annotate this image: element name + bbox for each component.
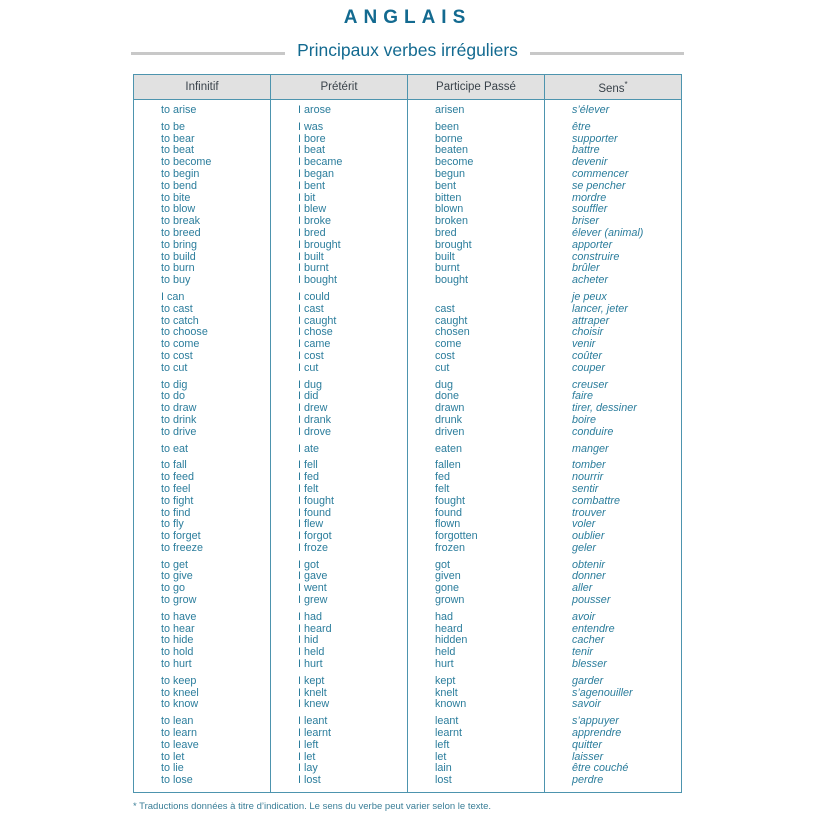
infinitive-cell: to dig	[161, 378, 188, 391]
preterite-cell: I began	[271, 169, 408, 181]
verb-row	[134, 216, 682, 228]
infinitive-cell: to do	[161, 391, 186, 403]
infinitive-cell: to bend	[161, 180, 198, 192]
preterite-cell: I was	[271, 117, 408, 134]
preterite-cell: I bred	[271, 228, 408, 240]
past-participle-cell: felt	[408, 484, 545, 496]
meaning-cell: obtenir	[545, 555, 682, 572]
meaning-cell: tenir	[545, 647, 682, 659]
infinitive-cell: to lean	[161, 715, 194, 728]
infinitive-cell: to fall	[161, 459, 187, 472]
verb-row	[134, 263, 682, 275]
verb-row	[134, 316, 682, 328]
infinitive-cell: to break	[161, 216, 201, 228]
infinitive-cell: to feel	[161, 483, 191, 495]
preterite-cell: I found	[271, 508, 408, 520]
verb-row	[134, 583, 682, 595]
infinitive-cell: I can	[161, 290, 185, 303]
past-participle-cell: fought	[408, 496, 545, 508]
infinitive-cell: to give	[161, 571, 193, 583]
column-header-participe-passe: Participe Passé	[408, 75, 545, 100]
meaning-cell: couper	[545, 363, 682, 375]
infinitive-cell: to beat	[161, 145, 195, 157]
verb-group-5	[134, 439, 682, 456]
meaning-cell: s’appuyer	[545, 711, 682, 728]
preterite-cell: I hurt	[271, 659, 408, 671]
preterite-cell: I arose	[271, 100, 408, 117]
verb-row	[134, 571, 682, 583]
infinitive-cell: to cut	[161, 362, 188, 374]
verb-row	[134, 671, 682, 688]
infinitive-cell: to choose	[161, 327, 208, 339]
verb-row	[134, 775, 682, 792]
meaning-cell: geler	[545, 543, 682, 555]
page-title: ANGLAIS	[343, 7, 472, 28]
infinitive-cell: to feed	[161, 472, 195, 484]
infinitive-cell: to forget	[161, 531, 201, 543]
meaning-cell: boire	[545, 415, 682, 427]
infinitive-cell: to keep	[161, 674, 197, 687]
meaning-cell: conduire	[545, 427, 682, 439]
verb-row	[134, 624, 682, 636]
meaning-cell: se pencher	[545, 181, 682, 193]
header-row	[134, 75, 682, 100]
verb-row	[134, 740, 682, 752]
table-header-row	[134, 75, 682, 100]
preterite-cell: I fought	[271, 496, 408, 508]
verb-row	[134, 181, 682, 193]
infinitive-cell: to begin	[161, 168, 200, 180]
verb-row	[134, 496, 682, 508]
preterite-cell: I hid	[271, 635, 408, 647]
infinitive-cell: to kneel	[161, 687, 199, 699]
infinitive-cell: to freeze	[161, 542, 204, 554]
meaning-cell: donner	[545, 571, 682, 583]
footnote: * Traductions données à titre d’indication. Le sens du verbe peut varier selon le texte.	[133, 801, 492, 813]
past-participle-cell: gone	[408, 583, 545, 595]
past-participle-cell: beaten	[408, 145, 545, 157]
infinitive-cell: to have	[161, 610, 197, 623]
infinitive-cell: to go	[161, 583, 186, 595]
infinitive-cell: to grow	[161, 595, 197, 607]
preterite-cell: I chose	[271, 327, 408, 339]
preterite-cell: I flew	[271, 519, 408, 531]
past-participle-cell: done	[408, 391, 545, 403]
preterite-cell: I did	[271, 391, 408, 403]
infinitive-cell: to draw	[161, 403, 197, 415]
infinitive-cell: to know	[161, 699, 199, 711]
preterite-cell: I fell	[271, 455, 408, 472]
meaning-cell: choisir	[545, 327, 682, 339]
infinitive-cell: to come	[161, 339, 200, 351]
infinitive-cell: to let	[161, 751, 185, 763]
past-participle-cell: built	[408, 252, 545, 264]
past-participle-cell: cost	[408, 351, 545, 363]
preterite-cell: I cost	[271, 351, 408, 363]
verb-row	[134, 415, 682, 427]
preterite-cell: I knelt	[271, 688, 408, 700]
past-participle-cell: drunk	[408, 415, 545, 427]
verb-row	[134, 327, 682, 339]
meaning-cell: combattre	[545, 496, 682, 508]
meaning-cell: aller	[545, 583, 682, 595]
meaning-cell: blesser	[545, 659, 682, 671]
verb-row	[134, 688, 682, 700]
past-participle-cell: cast	[408, 304, 545, 316]
past-participle-cell: forgotten	[408, 531, 545, 543]
verb-row	[134, 699, 682, 711]
past-participle-cell: heard	[408, 624, 545, 636]
infinitive-cell: to be	[161, 120, 186, 133]
infinitive-cell: to drive	[161, 426, 197, 438]
infinitive-cell: to blow	[161, 204, 196, 216]
verb-row	[134, 100, 682, 117]
preterite-cell: I became	[271, 157, 408, 169]
preterite-cell: I drove	[271, 427, 408, 439]
verb-row	[134, 635, 682, 647]
meaning-cell: savoir	[545, 699, 682, 711]
meaning-cell: quitter	[545, 740, 682, 752]
infinitive-cell: to hide	[161, 635, 194, 647]
preterite-cell: I cut	[271, 363, 408, 375]
meaning-cell: battre	[545, 145, 682, 157]
infinitive-cell: to get	[161, 558, 189, 571]
verb-row	[134, 117, 682, 134]
past-participle-cell: drawn	[408, 403, 545, 415]
preterite-cell: I could	[271, 287, 408, 304]
meaning-cell: s’élever	[545, 100, 682, 117]
preterite-cell: I felt	[271, 484, 408, 496]
past-participle-cell: frozen	[408, 543, 545, 555]
past-participle-cell: blown	[408, 204, 545, 216]
past-participle-cell: broken	[408, 216, 545, 228]
meaning-cell: être couché	[545, 763, 682, 775]
infinitive-cell: to hold	[161, 647, 194, 659]
verb-row	[134, 157, 682, 169]
preterite-cell: I went	[271, 583, 408, 595]
infinitive-cell: to bring	[161, 239, 198, 251]
meaning-cell: laisser	[545, 752, 682, 764]
verb-row	[134, 275, 682, 287]
verb-row	[134, 647, 682, 659]
verb-row	[134, 351, 682, 363]
subtitle-rule-left	[131, 52, 285, 55]
verb-row	[134, 508, 682, 520]
verb-group-9	[134, 671, 682, 711]
verb-row	[134, 240, 682, 252]
verb-group-4	[134, 375, 682, 439]
past-participle-cell: cut	[408, 363, 545, 375]
verb-group-1	[134, 100, 682, 117]
infinitive-cell: to eat	[161, 442, 189, 455]
verb-row	[134, 204, 682, 216]
verb-group-7	[134, 555, 682, 607]
past-participle-cell: leant	[408, 711, 545, 728]
verb-row	[134, 659, 682, 671]
meaning-cell: lancer, jeter	[545, 304, 682, 316]
meaning-cell: apporter	[545, 240, 682, 252]
column-header-preterit: Prétérit	[271, 75, 408, 100]
preterite-cell: I bore	[271, 134, 408, 146]
meaning-cell: pousser	[545, 595, 682, 607]
past-participle-cell: bought	[408, 275, 545, 287]
infinitive-cell: to fly	[161, 519, 184, 531]
preterite-cell: I burnt	[271, 263, 408, 275]
preterite-cell: I lay	[271, 763, 408, 775]
verb-row	[134, 252, 682, 264]
meaning-cell: tomber	[545, 455, 682, 472]
past-participle-cell: become	[408, 157, 545, 169]
past-participle-cell: come	[408, 339, 545, 351]
infinitive-cell: to hear	[161, 623, 195, 635]
preterite-cell: I held	[271, 647, 408, 659]
verb-row	[134, 169, 682, 181]
preterite-cell: I ate	[271, 439, 408, 456]
column-header-infinitif: Infinitif	[134, 75, 271, 100]
verb-row	[134, 134, 682, 146]
past-participle-cell: brought	[408, 240, 545, 252]
past-participle-cell: got	[408, 555, 545, 572]
past-participle-cell: bitten	[408, 193, 545, 205]
preterite-cell: I grew	[271, 595, 408, 607]
infinitive-cell: to become	[161, 157, 212, 169]
infinitive-cell: to drink	[161, 414, 197, 426]
meaning-cell: faire	[545, 391, 682, 403]
verb-row	[134, 145, 682, 157]
preterite-cell: I broke	[271, 216, 408, 228]
meaning-cell: sentir	[545, 484, 682, 496]
infinitive-cell: to learn	[161, 728, 198, 740]
preterite-cell: I heard	[271, 624, 408, 636]
past-participle-cell: eaten	[408, 439, 545, 456]
meaning-cell: acheter	[545, 275, 682, 287]
past-participle-cell: given	[408, 571, 545, 583]
preterite-cell: I came	[271, 339, 408, 351]
meaning-cell: creuser	[545, 375, 682, 392]
verb-row	[134, 427, 682, 439]
infinitive-cell: to cost	[161, 350, 193, 362]
past-participle-cell: hidden	[408, 635, 545, 647]
verb-row	[134, 439, 682, 456]
past-participle-cell: knelt	[408, 688, 545, 700]
meaning-cell: trouver	[545, 508, 682, 520]
infinitive-cell: to arise	[161, 104, 197, 116]
preterite-cell: I kept	[271, 671, 408, 688]
irregular-verbs-table	[133, 74, 682, 793]
meaning-cell: être	[545, 117, 682, 134]
preterite-cell: I bent	[271, 181, 408, 193]
past-participle-cell: kept	[408, 671, 545, 688]
infinitive-cell: to fight	[161, 495, 194, 507]
verb-group-6	[134, 455, 682, 554]
meaning-cell: voler	[545, 519, 682, 531]
past-participle-cell: bred	[408, 228, 545, 240]
preterite-cell: I beat	[271, 145, 408, 157]
verb-row	[134, 304, 682, 316]
past-participle-cell: left	[408, 740, 545, 752]
preterite-cell: I left	[271, 740, 408, 752]
past-participle-cell: learnt	[408, 728, 545, 740]
past-participle-cell: arisen	[408, 100, 545, 117]
page-subtitle: Principaux verbes irréguliers	[297, 40, 518, 60]
verb-row	[134, 531, 682, 543]
past-participle-cell: been	[408, 117, 545, 134]
verb-group-2	[134, 117, 682, 287]
infinitive-cell: to cast	[161, 303, 193, 315]
meaning-cell: garder	[545, 671, 682, 688]
past-participle-cell: bent	[408, 181, 545, 193]
preterite-cell: I knew	[271, 699, 408, 711]
past-participle-cell: flown	[408, 519, 545, 531]
infinitive-cell: to burn	[161, 263, 195, 275]
preterite-cell: I built	[271, 252, 408, 264]
meaning-cell: nourrir	[545, 472, 682, 484]
past-participle-cell: borne	[408, 134, 545, 146]
meaning-cell: oublier	[545, 531, 682, 543]
meaning-cell: devenir	[545, 157, 682, 169]
past-participle-cell: found	[408, 508, 545, 520]
verb-row	[134, 595, 682, 607]
infinitive-cell: to bite	[161, 192, 191, 204]
meaning-cell: attraper	[545, 316, 682, 328]
subtitle-row	[131, 40, 684, 61]
preterite-cell: I cast	[271, 304, 408, 316]
past-participle-cell: known	[408, 699, 545, 711]
meaning-cell: venir	[545, 339, 682, 351]
infinitive-cell: to buy	[161, 275, 191, 287]
preterite-cell: I forgot	[271, 531, 408, 543]
meaning-cell: mordre	[545, 193, 682, 205]
preterite-cell: I fed	[271, 472, 408, 484]
verb-row	[134, 763, 682, 775]
meaning-cell: brûler	[545, 263, 682, 275]
meaning-cell: coûter	[545, 351, 682, 363]
meaning-cell: commencer	[545, 169, 682, 181]
verb-row	[134, 728, 682, 740]
verb-group-10	[134, 711, 682, 792]
verb-row	[134, 193, 682, 205]
preterite-cell: I bit	[271, 193, 408, 205]
past-participle-cell: hurt	[408, 659, 545, 671]
verb-row	[134, 455, 682, 472]
preterite-cell: I got	[271, 555, 408, 572]
preterite-cell: I gave	[271, 571, 408, 583]
preterite-cell: I froze	[271, 543, 408, 555]
meaning-cell: avoir	[545, 607, 682, 624]
past-participle-cell	[408, 287, 545, 304]
past-participle-cell: held	[408, 647, 545, 659]
meaning-cell: entendre	[545, 624, 682, 636]
verb-row	[134, 472, 682, 484]
verb-row	[134, 339, 682, 351]
subtitle-rule-right	[530, 52, 684, 55]
meaning-cell: construire	[545, 252, 682, 264]
preterite-cell: I dug	[271, 375, 408, 392]
verb-row	[134, 391, 682, 403]
past-participle-cell: driven	[408, 427, 545, 439]
preterite-cell: I drew	[271, 403, 408, 415]
preterite-cell: I lost	[271, 775, 408, 792]
preterite-cell: I had	[271, 607, 408, 624]
column-header-sens: Sens*	[545, 75, 682, 100]
meaning-cell: supporter	[545, 134, 682, 146]
past-participle-cell: dug	[408, 375, 545, 392]
meaning-cell: briser	[545, 216, 682, 228]
past-participle-cell: begun	[408, 169, 545, 181]
meaning-cell: souffler	[545, 204, 682, 216]
verb-row	[134, 375, 682, 392]
meaning-cell: perdre	[545, 775, 682, 792]
past-participle-cell: let	[408, 752, 545, 764]
past-participle-cell: fed	[408, 472, 545, 484]
preterite-cell: I bought	[271, 275, 408, 287]
past-participle-cell: burnt	[408, 263, 545, 275]
infinitive-cell: to find	[161, 507, 191, 519]
meaning-cell: tirer, dessiner	[545, 403, 682, 415]
meaning-cell: apprendre	[545, 728, 682, 740]
past-participle-cell: chosen	[408, 327, 545, 339]
verb-row	[134, 607, 682, 624]
verb-row	[134, 403, 682, 415]
preterite-cell: I brought	[271, 240, 408, 252]
preterite-cell: I caught	[271, 316, 408, 328]
past-participle-cell: grown	[408, 595, 545, 607]
verb-group-3	[134, 287, 682, 375]
infinitive-cell: to breed	[161, 227, 201, 239]
meaning-cell: je peux	[545, 287, 682, 304]
past-participle-cell: lost	[408, 775, 545, 792]
preterite-cell: I blew	[271, 204, 408, 216]
past-participle-cell: had	[408, 607, 545, 624]
verb-row	[134, 543, 682, 555]
infinitive-cell: to leave	[161, 739, 199, 751]
meaning-cell: élever (animal)	[545, 228, 682, 240]
verb-row	[134, 287, 682, 304]
meaning-cell: cacher	[545, 635, 682, 647]
verb-row	[134, 519, 682, 531]
past-participle-cell: lain	[408, 763, 545, 775]
infinitive-cell: to lie	[161, 763, 184, 775]
past-participle-cell: fallen	[408, 455, 545, 472]
footnote-asterisk: *	[624, 79, 628, 89]
meaning-cell: s’agenouiller	[545, 688, 682, 700]
infinitive-cell: to catch	[161, 315, 199, 327]
meaning-cell: manger	[545, 439, 682, 456]
preterite-cell: I learnt	[271, 728, 408, 740]
verb-row	[134, 555, 682, 572]
verb-row	[134, 484, 682, 496]
verb-row	[134, 363, 682, 375]
verb-group-8	[134, 607, 682, 671]
preterite-cell: I drank	[271, 415, 408, 427]
verb-row	[134, 711, 682, 728]
verb-row	[134, 228, 682, 240]
preterite-cell: I leant	[271, 711, 408, 728]
infinitive-cell: to hurt	[161, 659, 192, 671]
past-participle-cell: caught	[408, 316, 545, 328]
infinitive-cell: to build	[161, 251, 196, 263]
verb-row	[134, 752, 682, 764]
preterite-cell: I let	[271, 752, 408, 764]
infinitive-cell: to lose	[161, 775, 193, 787]
infinitive-cell: to bear	[161, 133, 195, 145]
